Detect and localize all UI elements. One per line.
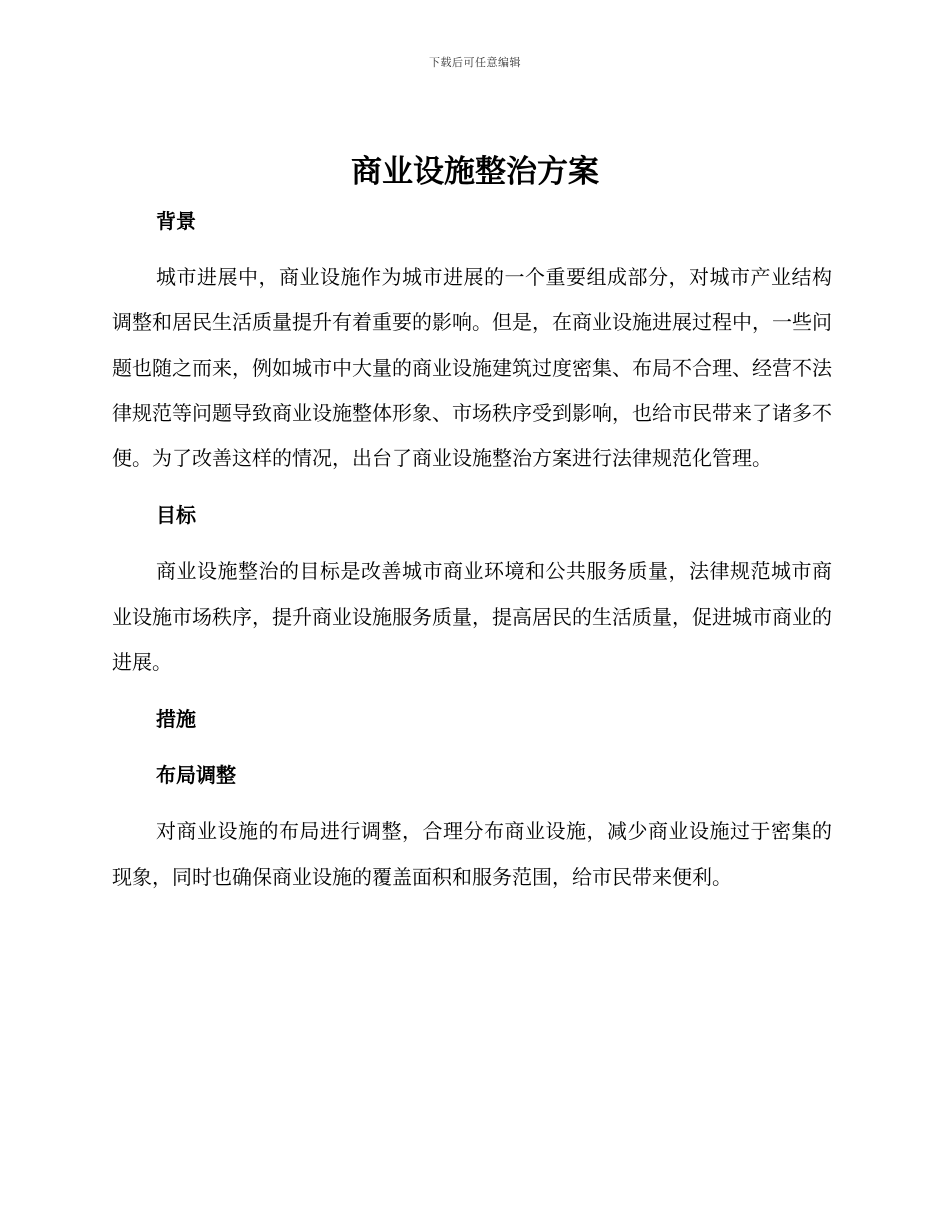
subsection-paragraph-layout: 对商业设施的布局进行调整，合理分布商业设施，减少商业设施过于密集的现象，同时也确保商业设施的覆盖面积和服务范围，给市民带来便利。 <box>112 819 832 889</box>
page-title: 商业设施整治方案 <box>351 154 599 190</box>
spacer <box>112 537 832 549</box>
section-heading-goal: 目标 <box>156 503 196 528</box>
section-paragraph-goal: 商业设施整治的目标是改善城市商业环境和公共服务质量，法律规范城市商业设施市场秩序，提升商业设施服务质量，提高居民的生活质量，促进城市商业的进展。 <box>112 559 832 675</box>
subsection-heading-layout: 布局调整 <box>156 763 236 788</box>
spacer <box>112 797 832 809</box>
section-heading-measures: 措施 <box>156 707 196 732</box>
header-note: 下载后可任意编辑 <box>429 56 521 69</box>
document-body <box>112 199 832 900</box>
spacer <box>112 741 832 753</box>
spacer <box>112 685 832 697</box>
section-heading-background: 背景 <box>156 209 196 233</box>
spacer <box>112 243 832 255</box>
section-paragraph-background: 城市进展中，商业设施作为城市进展的一个重要组成部分，对城市产业结构调整和居民生活质量提升有着重要的影响。但是，在商业设施进展过程中，一些问题也随之而来，例如城市中大量的商业设施建筑过度密集、布局不合理、经营不法律规范等问题导致商业设施整体形象、市场秩序受到影响，也给市民带来了诸多不便。为了改善这样的情况，出台了商业设施整治方案进行法律规范化管理。 <box>112 265 832 471</box>
spacer <box>112 481 832 493</box>
